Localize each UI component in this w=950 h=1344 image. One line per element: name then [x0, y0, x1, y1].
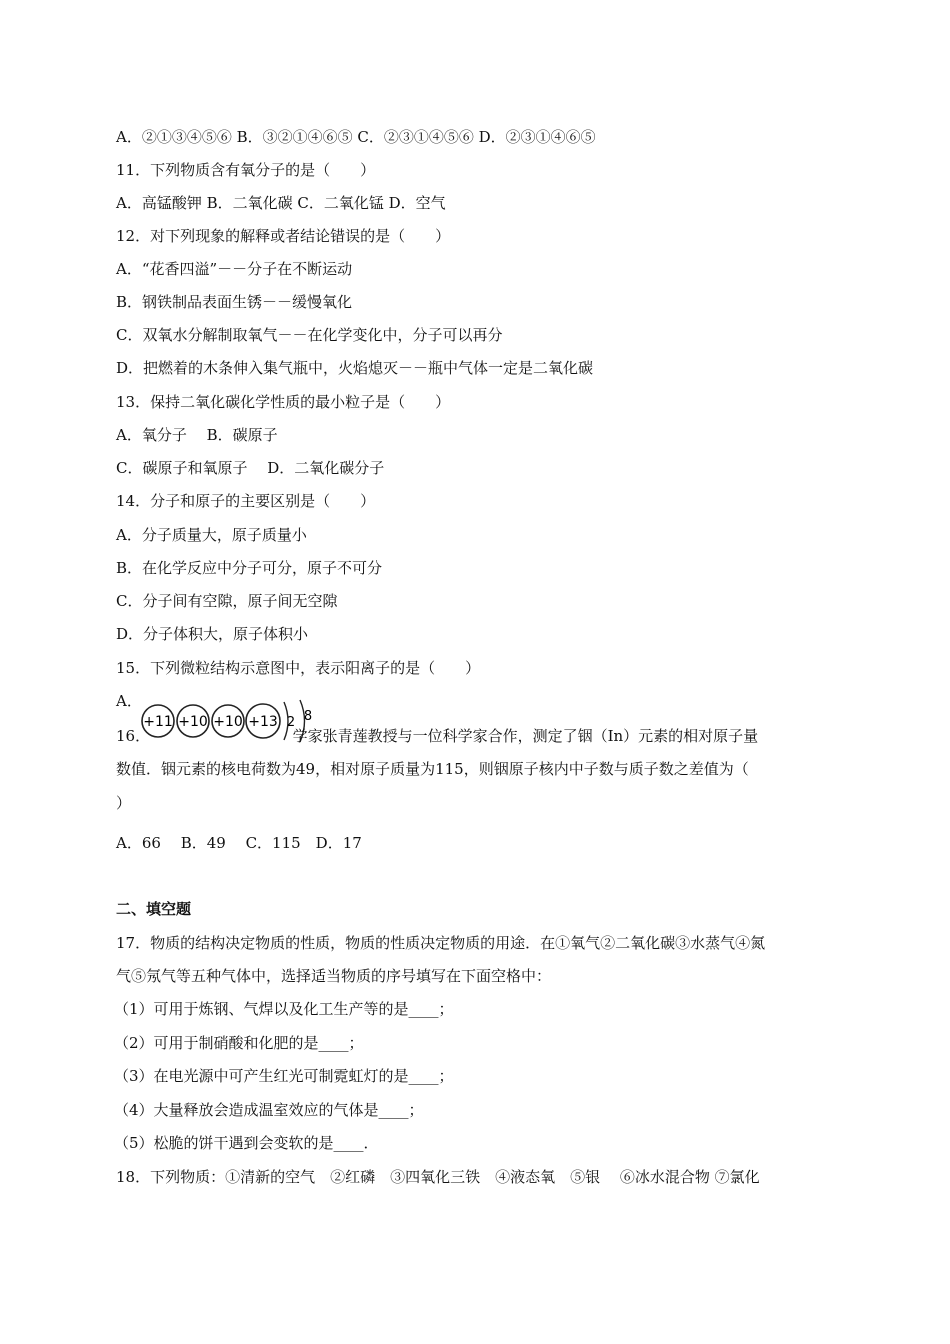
- svg-text:+10: +10: [178, 714, 208, 730]
- svg-text:+11: +11: [143, 714, 173, 730]
- q17-part-5: （5）松脆的饼干遇到会变软的是____．: [114, 1134, 379, 1152]
- q15-stem: 15．下列微粒结构示意图中，表示阳离子的是（ ）: [116, 659, 481, 677]
- q16-options: A．66 B．49 C．115 D．17: [116, 834, 362, 852]
- q12-option-a: A．“花香四溢”－－分子在不断运动: [116, 260, 353, 278]
- q11-stem: 11．下列物质含有氧分子的是（ ）: [116, 161, 376, 179]
- q14-option-d: D．分子体积大，原子体积小: [116, 625, 309, 643]
- q12-stem: 12．对下列现象的解释或者结论错误的是（ ）: [116, 227, 451, 245]
- q13-options-cd: C．碳原子和氧原子 D．二氧化碳分子: [116, 459, 385, 477]
- q13-options-ab: A．氧分子 B．碳原子: [116, 426, 278, 444]
- q14-option-c: C．分子间有空隙，原子间无空隙: [116, 592, 338, 610]
- q17-stem-line2: 气⑤氖气等五种气体中，选择适当物质的序号填写在下面空格中：: [116, 967, 552, 985]
- q15-option-a-label: A．: [116, 692, 142, 710]
- shell-count-1: 2: [286, 715, 296, 730]
- shell-count-2: 8: [303, 709, 313, 724]
- q17-part-4: （4）大量释放会造成温室效应的气体是____；: [114, 1101, 424, 1119]
- q16-stem-line1: 16． 学家张青莲教授与一位科学家合作，测定了铟（In）元素的相对原子量: [116, 727, 759, 745]
- q12-option-d: D．把燃着的木条伸入集气瓶中，火焰熄灭－－瓶中气体一定是二氧化碳: [116, 359, 594, 377]
- q10-options: A．②①③④⑤⑥ B．③②①④⑥⑤ C．②③①④⑤⑥ D．②③①④⑥⑤: [116, 128, 596, 146]
- q17-part-3: （3）在电光源中可产生红光可制霓虹灯的是____；: [114, 1067, 454, 1085]
- q12-option-b: B．钢铁制品表面生锈－－缓慢氧化: [116, 293, 353, 311]
- q14-option-b: B．在化学反应中分子可分，原子不可分: [116, 559, 383, 577]
- q13-stem: 13．保持二氧化碳化学性质的最小粒子是（ ）: [116, 393, 451, 411]
- svg-text:+13: +13: [248, 714, 278, 730]
- q18-stem: 18．下列物质：①清新的空气 ②红磷 ③四氧化三铁 ④液态氧 ⑤银 ⑥冰水混合物 ⑦氯化: [116, 1168, 760, 1186]
- q16-stem-line2: 数值．铟元素的核电荷数为49，相对原子质量为115，则铟原子核内中子数与质子数之差值为（: [116, 760, 749, 778]
- q17-part-1: （1）可用于炼钢、气焊以及化工生产等的是____；: [114, 1000, 454, 1018]
- q11-options: A．高锰酸钾 B．二氧化碳 C．二氧化锰 D．空气: [116, 194, 446, 212]
- q16-stem-line3: ）: [116, 794, 132, 812]
- section-title-fill-in: 二、填空题: [116, 900, 192, 918]
- svg-text:+10: +10: [213, 714, 243, 730]
- q12-option-c: C．双氧水分解制取氧气－－在化学变化中，分子可以再分: [116, 326, 503, 344]
- q17-stem-line1: 17．物质的结构决定物质的性质，物质的性质决定物质的用途．在①氧气②二氧化碳③水蒸气④氮: [116, 934, 766, 952]
- q14-option-a: A．分子质量大，原子质量小: [116, 526, 307, 544]
- q14-stem: 14．分子和原子的主要区别是（ ）: [116, 492, 376, 510]
- q17-part-2: （2）可用于制硝酸和化肥的是____；: [114, 1034, 364, 1052]
